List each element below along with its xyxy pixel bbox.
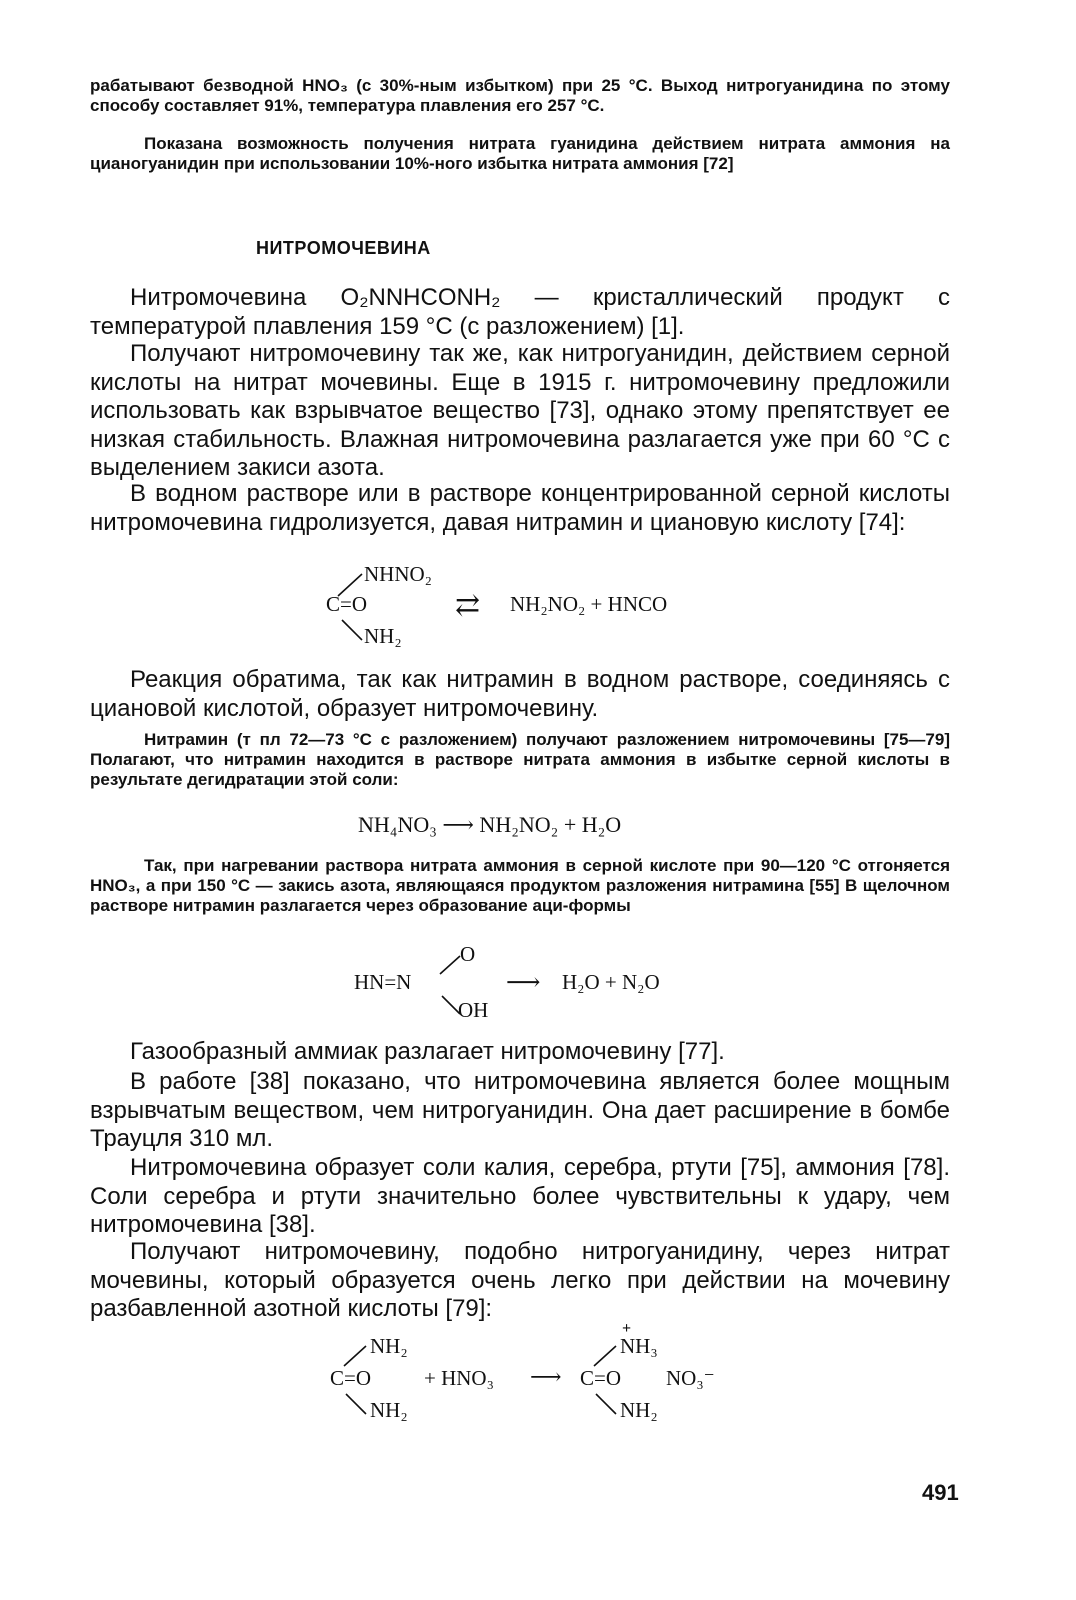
aci-top: O bbox=[460, 942, 476, 966]
paragraph-guanidine-nitrate: Показана возможность получения нитрата гуанидина действием нитрата аммония на цианогуанидин при использовании 10%-ного избытка нитрата аммония [72] bbox=[90, 134, 950, 173]
equilibrium-arrow: ⇄ bbox=[455, 589, 481, 622]
section-heading: НИТРОМОЧЕВИНА bbox=[256, 238, 431, 258]
reaction-hydrolysis bbox=[320, 562, 740, 652]
carbonyl-center: C=O bbox=[326, 592, 368, 616]
paragraph-salts: Нитромочевина образует соли калия, серебра, ртути [75], аммония [78]. Соли серебра и ртути значительно более чувствительны к удару, чем нитромочевина [38]. bbox=[90, 1154, 950, 1238]
product-top: NH₃ bbox=[620, 1334, 658, 1358]
paragraph-nitramine: Нитрамин (т пл 72—73 °С с разложением) получают разложением нитромочевины [75—79] Полагают, что нитрамин находится в растворе нитрата аммония в избытке серной кислоты в результате дегидратации этой соли: bbox=[90, 730, 950, 789]
reaction-products: NH₂NO₂ + HNCO bbox=[510, 592, 668, 616]
paragraph-nitrourea-intro: Нитромочевина O₂NNHCONH₂ — кристаллический продукт с температурой плавления 159 °С (с разложением) [1]. bbox=[90, 284, 950, 340]
aci-products: H₂O + N₂O bbox=[562, 970, 660, 994]
reaction-dehydration: NH₄NO₃ ⟶ NH₂NO₂ + H₂O bbox=[358, 812, 622, 837]
reaction-arrow: ⟶ bbox=[506, 970, 541, 996]
reactant-bottom: NH₂ bbox=[370, 1398, 408, 1422]
reaction-aci-form bbox=[354, 942, 714, 1022]
page-number: 491 bbox=[922, 1480, 959, 1505]
paragraph-urea-nitrate: Получают нитромочевину, подобно нитрогуанидину, через нитрат мочевины, который образуется очень легко при действии на мочевину разбавленной азотной кислоты [79]: bbox=[90, 1238, 950, 1322]
reactant-top: NH₂ bbox=[370, 1334, 408, 1358]
paragraph-hydrolysis: В водном растворе или в растворе концентрированной серной кислоты нитромочевина гидролизуется, давая нитрамин и циановую кислоту [74]: bbox=[90, 480, 950, 536]
reaction-urea-nitrate bbox=[330, 1320, 750, 1428]
aci-left: HN=N bbox=[354, 970, 412, 994]
paragraph-heating: Так, при нагревании раствора нитрата аммония в серной кислоте при 90—120 °С отгоняется HNO₃, а при 150 °С — закись азота, являющаяся продуктом разложения нитрамина [55] В щелочном растворе нитрамин разлагается через образование аци-формы bbox=[90, 856, 950, 915]
charge-sign: + bbox=[622, 1320, 632, 1337]
paragraph-explosive: В работе [38] показано, что нитромочевина является более мощным взрывчатым веществом, чем нитрогуанидин. Она дает расширение в бомбе Трауцля 310 мл. bbox=[90, 1068, 950, 1152]
reagent: + HNO₃ bbox=[424, 1366, 494, 1390]
reactant-center: C=O bbox=[330, 1366, 372, 1390]
paragraph-continuation: рабатывают безводной HNO₃ (с 30%-ным избытком) при 25 °С. Выход нитрогуанидина по этому способу составляет 91%, температура плавления его 257 °С. bbox=[90, 76, 950, 115]
substituent-bottom: NH₂ bbox=[364, 624, 402, 648]
reaction-arrow-2: ⟶ bbox=[530, 1364, 562, 1389]
paragraph-ammonia: Газообразный аммиак разлагает нитромочевину [77]. bbox=[130, 1038, 725, 1065]
paragraph-reversibility: Реакция обратима, так как нитрамин в водном растворе, соединяясь с циановой кислотой, образует нитромочевину. bbox=[90, 666, 950, 722]
aci-bottom: OH bbox=[458, 998, 489, 1022]
product-center: C=O bbox=[580, 1366, 622, 1390]
anion: NO₃⁻ bbox=[666, 1366, 715, 1390]
paragraph-nitrourea-preparation: Получают нитромочевину так же, как нитрогуанидин, действием серной кислоты на нитрат мочевины. Еще в 1915 г. нитромочевину предложили использовать как взрывчатое вещество [73], однако этому препятствует ее низкая стабильность. Влажная нитромочевина разлагается уже при 60 °С с выделением закиси азота. bbox=[90, 340, 950, 481]
substituent-top: NHNO₂ bbox=[364, 562, 432, 586]
product-bottom: NH₂ bbox=[620, 1398, 658, 1422]
